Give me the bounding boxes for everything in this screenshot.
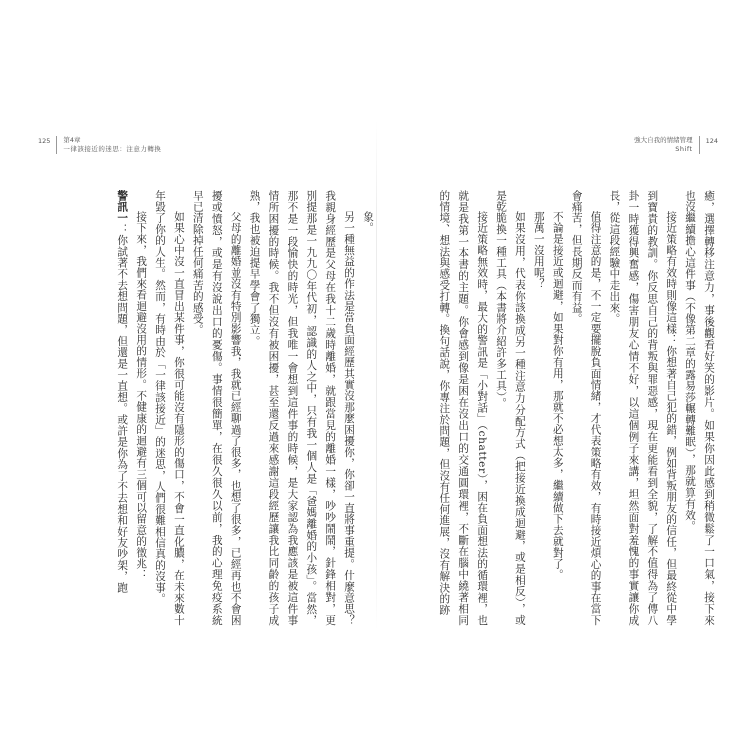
chapter-title: 一律該接近的迷思：注意力轉換 [63,145,162,153]
left-paragraph: 接下來，我們來看迴避沒用的情形。不健康的迴避有三個可以留意的徵兆： [135,211,148,581]
warning-sign-text: ：你試著不去想問題，但還是一直想。或許是你為了不去想和好友吵架，跑 [116,223,129,594]
left-page-number: 125 [38,137,51,145]
left-page-header [38,136,161,154]
right-paragraph: 不論是接近或迴避，如果對你有用，那就不必想太多，繼續做下去就對了。 [551,211,564,581]
left-paragraph: 如果心中沒一直冒出某件事，你很可能沒有隱形的傷口，不會一直化膿，在未來數十年毀了你的人生。然而，有時由於「一律該接近」的迷思，人們很難相信真的沒事。 [154,190,185,626]
right-paragraph: 接近策略有效時則像這樣：你想著自己犯的錯，例如背叛朋友的信任，但最終從中學到寶貴的教訓。你反思自己的背叛與罪惡感，現在更能看到全貌，了解不值得為了傳八卦一時獲得興奮感，傷害朋友心情不好，以這個例子來講，坦然面對羞愧的事實讓你成長，從這段經驗中走出來。 [608,190,678,626]
left-paragraph: 另一種無益的作法是當負面經歷其實沒那麼困擾你，你卻一直將事重提。什麼意思？我親身經歷是父母在我十二歲時離婚，就跟當見的離婚一樣，吵吵鬧鬧，針鋒相對，更別提那是一九九〇年代初，認識的人之中，只有我一個人是「爸媽離婚的小孩」。當然，那不是一段愉快的時光，但我唯一會想到這件事的時候，是大家認為我應該是被這件事情所困擾的時候。我不但沒有被困擾，甚至還反過來感謝這段經歷讓我比同齡的孩子成熟，我也被迫提早學會了獨立。 [248,190,356,626]
left-page [38,118,377,638]
right-paragraph: 癒，選擇轉移注意力，事後觀看好笑的影片。如果你因此感到稍微鬆了一口氣，接下來也沒繼續擔心這件事（不像第二章的露易莎輾轉難眠），那就算有效。 [684,190,715,626]
left-body-text [52,190,377,626]
right-running-head [634,136,700,154]
chapter-label: 第4章 [63,136,81,144]
right-paragraph: 值得注意的是，不一定要擺脫負面情緒，才代表策略有效，有時接近煩心的事在當下會痛苦，但長期反而有益。 [570,190,602,626]
left-paragraph: 父母的離婚並沒有特別影響我，我就已經聊過了很多，也想了很多，已經再也不會困擾或憤怒，或是有沒說出口的憂傷。事情很簡單，在很久很久以前，我的心理免疫系統早已清除掉任何痛苦的感受。 [191,190,242,626]
right-body-text [388,190,718,626]
book-title: 強大自我的情緒管理 [634,136,693,144]
left-running-head [56,136,161,154]
right-paragraph: 那萬一沒用呢？ [532,211,545,290]
right-page-number: 124 [705,137,718,145]
left-paragraph: 象。 [362,211,374,234]
right-paragraph: 如果沒用，代表你該換成另一種注意力分配方式（把接近換成迴避，或是相反），或是乾脆換一種工具（本書將介紹許多工具）。 [495,190,526,626]
right-page [388,118,718,638]
right-page-header [634,136,718,154]
warning-sign-label: 警訊一 [116,190,129,224]
book-subtitle: Shift [675,145,693,153]
right-paragraph: 接近策略無效時，最大的警訊是「小對話」（chatter），困在負面想法的循環裡，也就是我第一本書的主題。你會感到像是困在沒出口的交通圓環裡，不斷在腦中繞著相同的情境、想法與感受打轉。換句話說，你專注於問題，但沒有任何進展，沒有解決的跡 [438,190,489,626]
warning-sign-paragraph [112,190,131,626]
